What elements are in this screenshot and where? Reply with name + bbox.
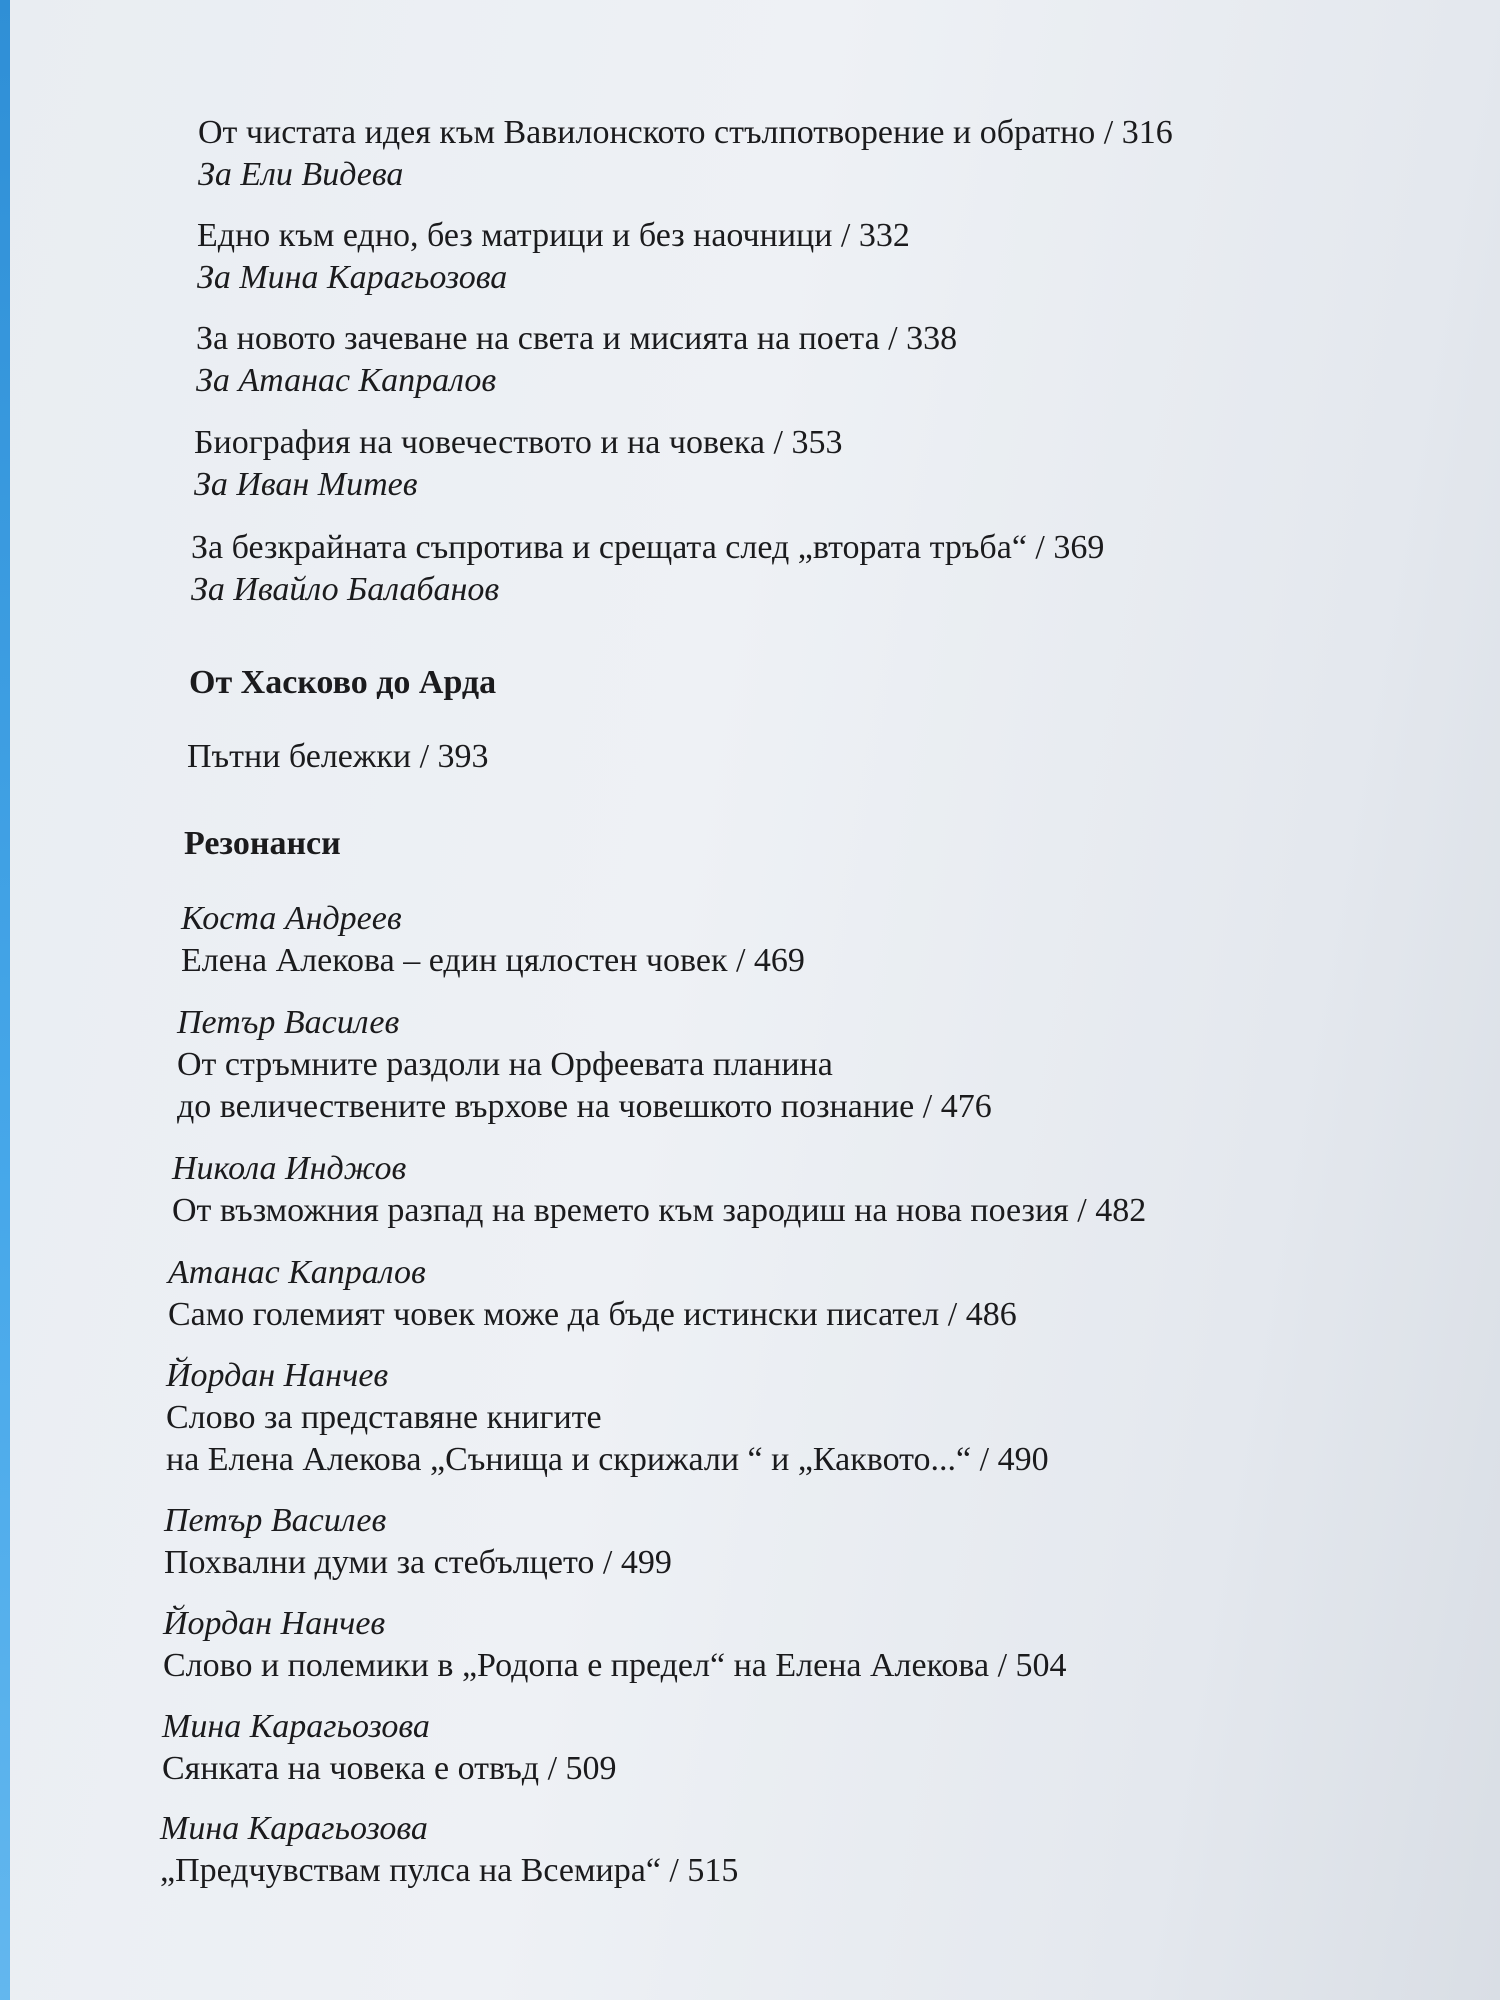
toc-entry [177,1002,992,1128]
toc-entry-title: Само големият човек може да бъде истински писател / 486 [168,1296,1017,1333]
toc-entry-title: От чистата идея към Вавилонското стълпотворение и обратно / 316 [198,114,1173,151]
toc-entry-author: За Мина Карагьозова [197,259,508,296]
toc-entry-author: За Ивайло Балабанов [191,571,500,608]
toc-entry-title: Сянката на човека е отвъд / 509 [162,1750,617,1787]
section-heading-haskovo: От Хасково до Арда [189,664,497,701]
toc-entry-author: За Иван Митев [194,466,418,503]
toc-entry-title: От възможния разпад на времето към зародиш на нова поезия / 482 [172,1192,1147,1229]
toc-entry-author: За Атанас Капралов [196,362,497,399]
toc-entry [196,318,957,402]
toc-entry-title: Слово за представяне книгите [166,1399,602,1436]
toc-entry-title: „Предчувствам пулса на Всемира“ / 515 [160,1852,739,1889]
toc-entry-title: Биография на човечеството и на човека / 353 [194,424,843,461]
toc-entry [181,898,805,982]
toc-entry-author: Петър Василев [164,1502,387,1539]
toc-entry-author: Мина Карагьозова [160,1810,428,1847]
toc-entry-title: За безкрайната съпротива и срещата след „втората тръба“ / 369 [191,529,1105,566]
toc-entry-title: Елена Алекова – един цялостен човек / 469 [181,942,805,979]
toc-entry [160,1808,738,1892]
toc-entry-author: Йордан Нанчев [163,1605,386,1642]
toc-entry-author: Коста Андреев [181,900,402,937]
toc-entry-author: Никола Инджов [172,1150,407,1187]
toc-entry-title-continued: до величествените върхове на човешкото познание / 476 [177,1088,992,1125]
toc-entry-title: Пътни бележки / 393 [187,738,489,775]
toc-entry [162,1706,617,1790]
toc-entry [164,1500,672,1584]
toc-entry [187,736,489,778]
toc-entry [194,422,842,506]
toc-entry-title-continued: на Елена Алекова „Сънища и скрижали “ и „Каквото...“ / 490 [166,1441,1049,1478]
toc-entry [198,112,1173,196]
toc-entry [166,1355,1049,1481]
toc-entry [163,1603,1067,1687]
toc-entry [168,1252,1017,1336]
toc-entry-title: Слово и полемики в „Родопа е предел“ на Елена Алекова / 504 [163,1647,1067,1684]
toc-entry [172,1148,1146,1232]
toc-entry [191,527,1104,611]
toc-entry-author: Атанас Капралов [168,1254,426,1291]
section-heading-rezonansi: Резонанси [184,825,341,862]
toc-entry [197,215,910,299]
toc-entry-author: Йордан Нанчев [166,1357,389,1394]
toc-entry-author: Мина Карагьозова [162,1708,430,1745]
toc-entry-title: За новото зачеване на света и мисията на поета / 338 [196,320,958,357]
toc-entry-title: От стръмните раздоли на Орфеевата планина [177,1046,833,1083]
toc-entry-title: Похвални думи за стебълцето / 499 [164,1544,672,1581]
toc-entry-title: Едно към едно, без матрици и без наочници / 332 [197,217,910,254]
toc-entry-author: Петър Василев [177,1004,400,1041]
toc-entry-author: За Ели Видева [198,156,404,193]
